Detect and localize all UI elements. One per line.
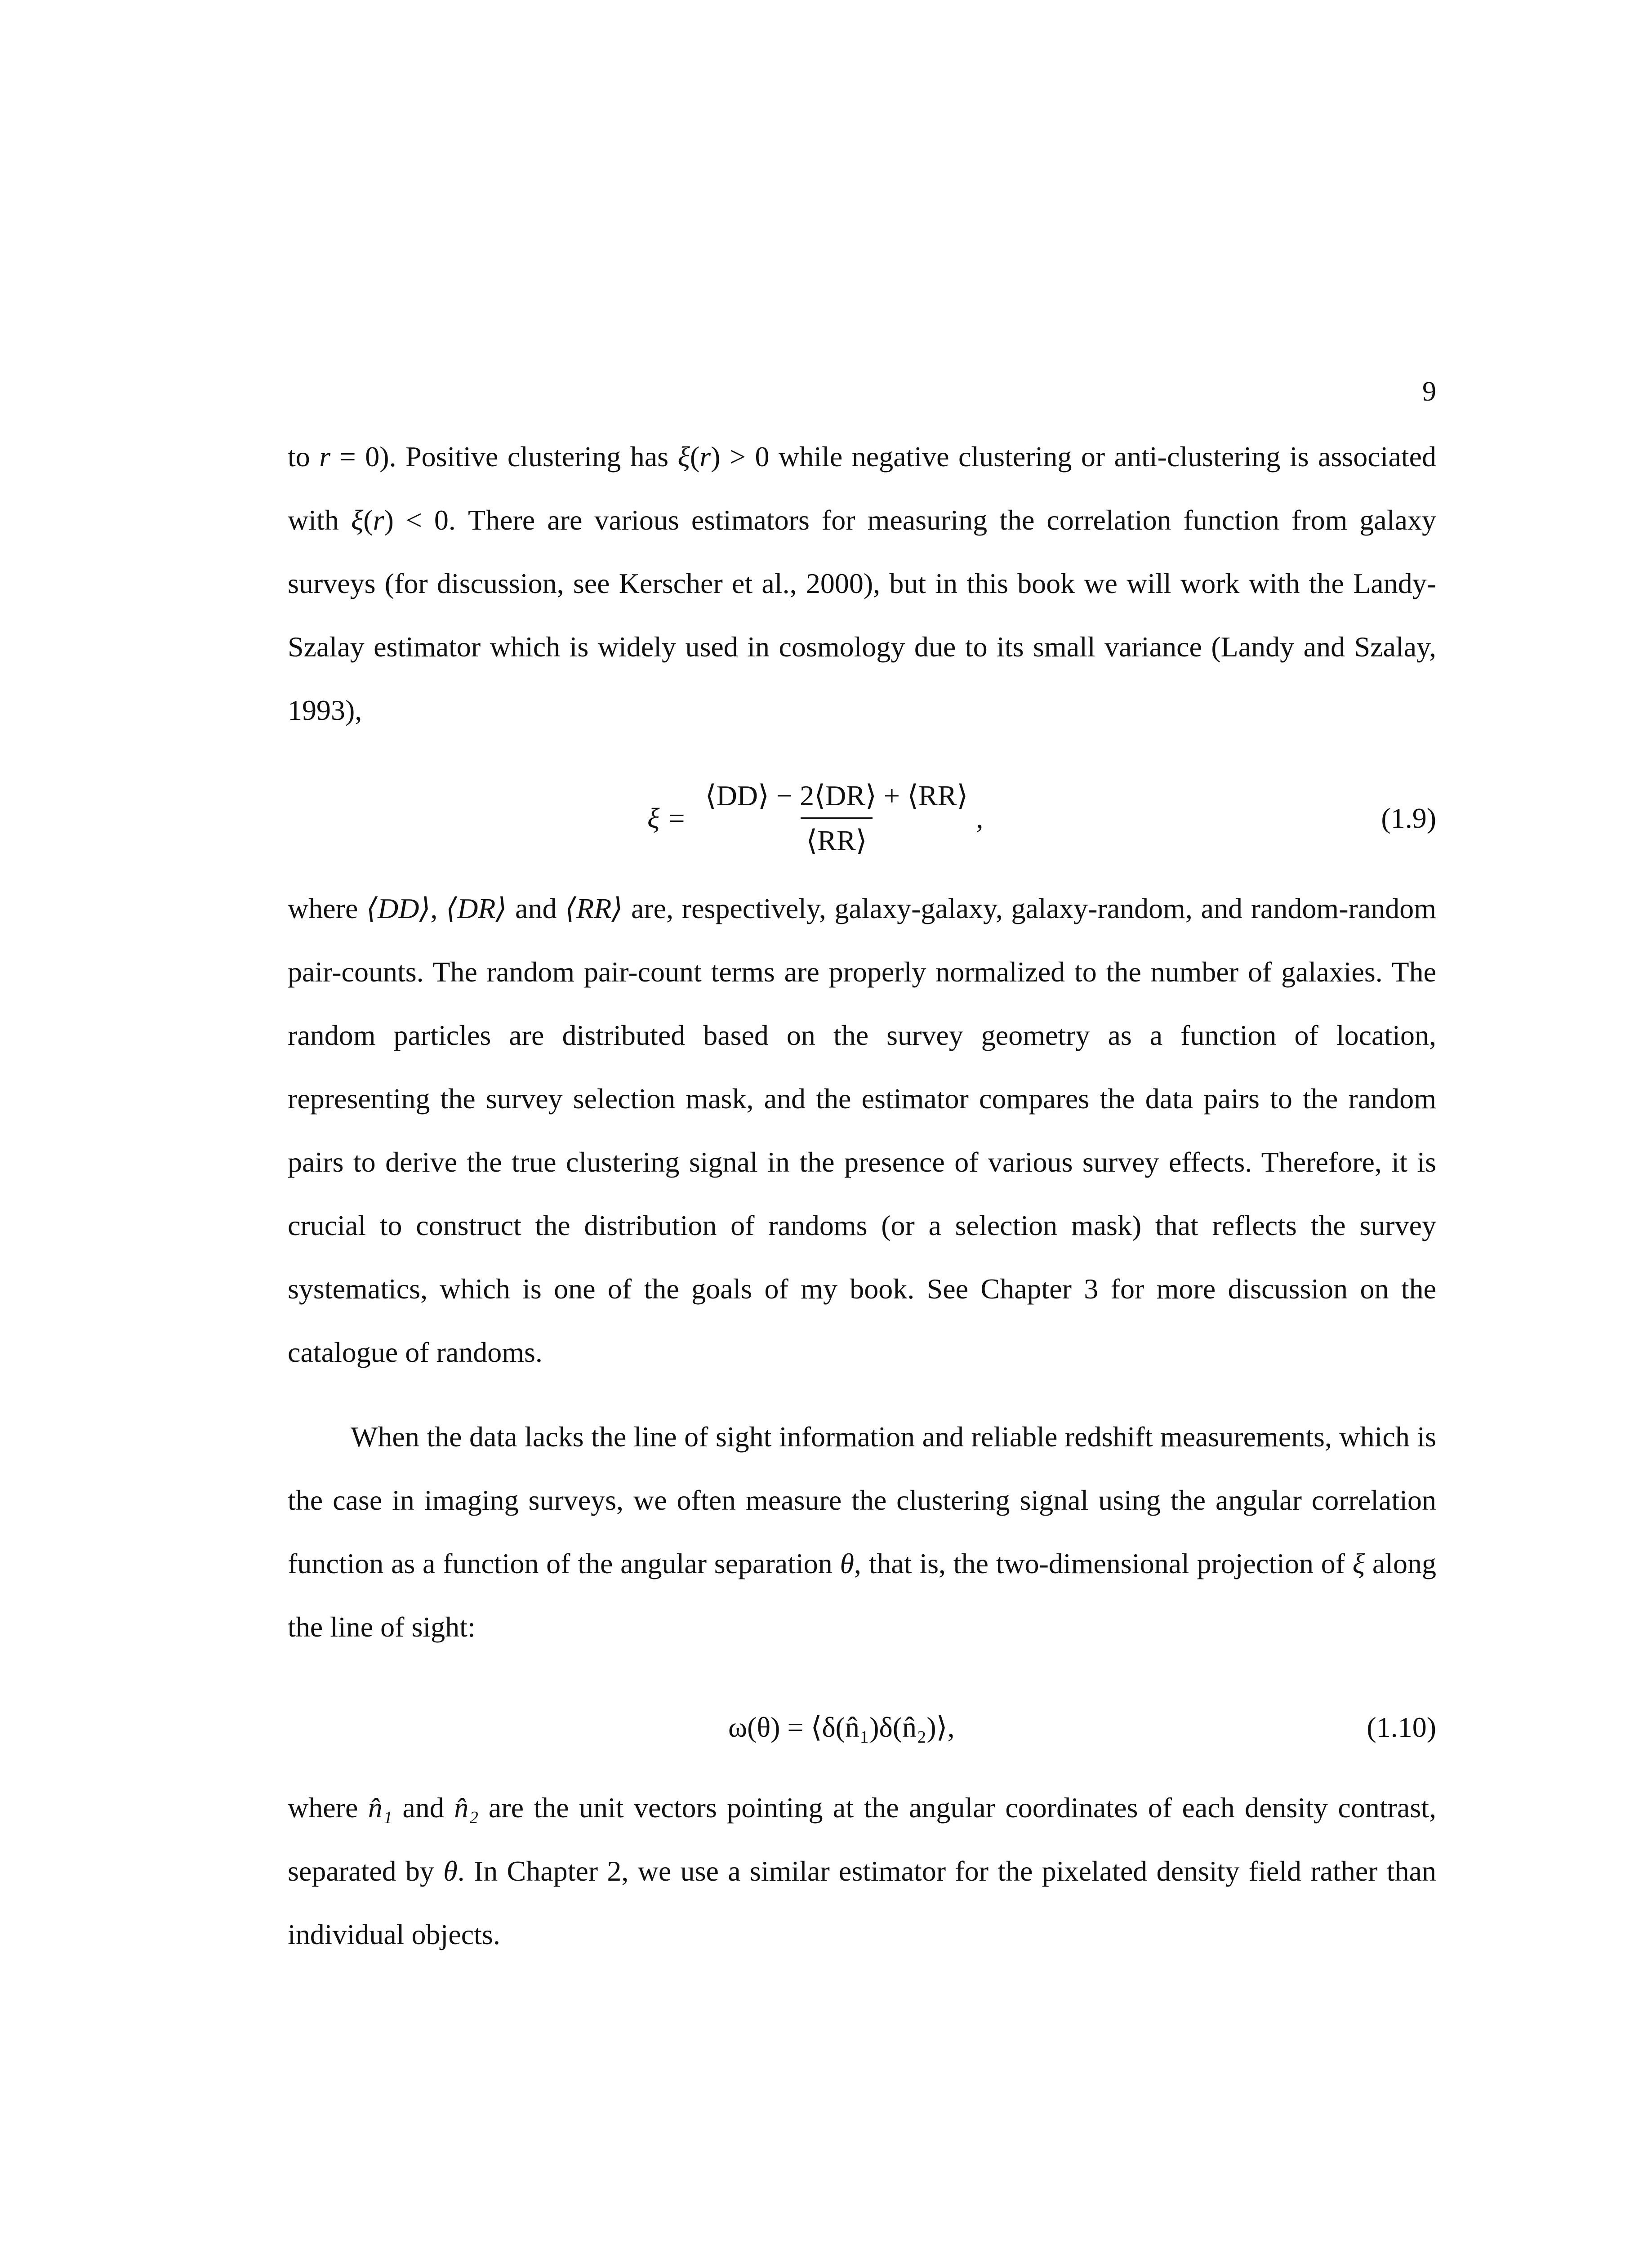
equation-1-9 — [288, 773, 1436, 863]
p2-text-b: , — [430, 892, 446, 924]
p1-var-r2: r — [699, 441, 711, 473]
p2-term-dd: ⟨DD⟩ — [366, 892, 431, 924]
equation-1-9-body — [647, 773, 983, 863]
equation-number-1-9: (1.9) — [1381, 802, 1436, 834]
p4-var-theta: θ — [443, 1855, 458, 1887]
p1-var-r3: r — [373, 504, 384, 536]
paragraph-4 — [288, 1776, 1436, 1966]
p1-text-d: ) > 0 while negative clustering or anti-clustering is associated with — [288, 441, 1437, 536]
equation-1-9-comma: , — [976, 802, 984, 834]
p1-var-xi2: ξ — [351, 504, 364, 536]
p1-text-f: ) < 0. There are various estimators for measuring the correlation function from galaxy surveys (for discussion, see Kerscher et al., 2000), but in this book we will work with the Landy-Szalay estimator which is widely used in cosmology due to its small variance (Landy and Szalay, 1993), — [288, 504, 1437, 726]
equation-1-9-lhs: ξ = — [647, 802, 686, 834]
paragraph-2 — [288, 877, 1436, 1384]
equation-1-9-denominator: ⟨RR⟩ — [801, 817, 872, 859]
p2-text-a: where — [288, 892, 367, 924]
p2-term-dr: ⟨DR⟩ — [446, 892, 507, 924]
p2-text-d: are, respectively, galaxy-galaxy, galaxy-random, and random-random pair-counts. The random pair-count terms are properly normalized to the number of galaxies. The random particles are distributed based on the survey geometry as a function of location, representing the survey selection mask, and the estimator compares the data pairs to the random pairs to derive the true clustering signal in the presence of various survey effects. Therefore, it is crucial to construct the distribution of randoms (or a selection mask) that reflects the survey systematics, which is one of the goals of my book. See Chapter 3 for more discussion on the catalogue of randoms. — [288, 892, 1436, 1368]
p3-var-theta: θ — [840, 1548, 854, 1579]
p1-text-a: to — [288, 441, 320, 473]
p2-text-c: and — [507, 892, 566, 924]
p3-text-c: along the line of sight: — [288, 1548, 1436, 1643]
equation-1-9-numerator: ⟨DD⟩ − 2⟨DR⟩ + ⟨RR⟩ — [705, 780, 968, 812]
equation-1-9-fraction — [700, 778, 974, 859]
page-number: 9 — [1422, 376, 1436, 407]
p1-text-e: ( — [363, 504, 373, 536]
p4-text-d: . In Chapter 2, we use a similar estimator for the pixelated density field rather than individual objects. — [288, 1855, 1437, 1950]
equation-number-1-10: (1.10) — [1367, 1711, 1436, 1743]
p4-var-n1: n̂₁ — [368, 1792, 392, 1824]
p1-text-c: ( — [690, 441, 700, 473]
p4-var-n2: n̂₂ — [454, 1792, 479, 1824]
equation-1-10 — [288, 1708, 1436, 1749]
paragraph-1 — [288, 425, 1436, 742]
p3-text-b: , that is, the two-dimensional projection of — [854, 1548, 1353, 1579]
p1-var-r: r — [319, 441, 331, 473]
p3-text-a: When the data lacks the line of sight information and reliable redshift measurements, which is the case in imaging surveys, we often measure the clustering signal using the angular correlation function as a function of the angular separation — [288, 1421, 1436, 1579]
paragraph-3 — [288, 1405, 1436, 1659]
p4-text-b: and — [392, 1792, 454, 1824]
p3-var-xi: ξ — [1352, 1548, 1365, 1579]
p2-term-rr: ⟨RR⟩ — [565, 892, 623, 924]
p4-text-c: are the unit vectors pointing at the angular coordinates of each density contrast, separated by — [288, 1792, 1437, 1887]
p1-text-b: = 0). Positive clustering has — [330, 441, 678, 473]
p4-text-a: where — [288, 1792, 368, 1824]
equation-1-10-body: ω(θ) = ⟨δ(n̂₁)δ(n̂₂)⟩, — [728, 1711, 955, 1743]
p1-var-xi: ξ — [677, 441, 690, 473]
